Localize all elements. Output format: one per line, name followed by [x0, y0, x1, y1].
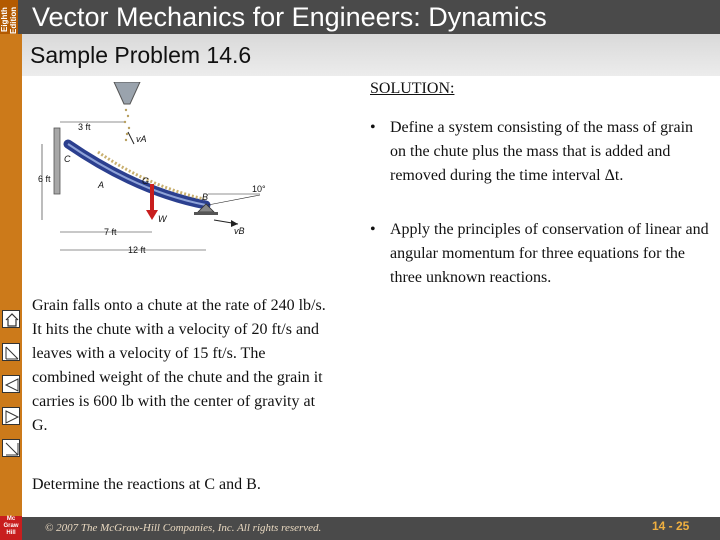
first-page-icon: [3, 344, 21, 362]
edition-badge: Eighth Edition: [0, 0, 18, 40]
problem-question: Determine the reactions at C and B.: [32, 476, 261, 493]
label-12ft: 12 ft: [128, 245, 146, 255]
solution-bullet-text: Apply the principles of conservation of linear and angular momentum for three equations for the three unknown reactions.: [390, 221, 709, 286]
solution-bullet-text: Define a system consisting of the mass of grain on the chute plus the mass that is added and removed during the time interval Δt.: [390, 119, 694, 184]
next-page-button[interactable]: [2, 407, 20, 425]
previous-page-button[interactable]: [2, 375, 20, 393]
solution-bullet-2: • Apply the principles of conservation of linear and angular momentum for three equations for the three unknown reactions.: [370, 218, 710, 290]
next-page-icon: [3, 408, 21, 426]
home-button[interactable]: [2, 310, 20, 328]
label-a: A: [98, 180, 105, 190]
copyright-text: © 2007 The McGraw-Hill Companies, Inc. All rights reserved.: [45, 522, 322, 534]
va-arrow: [128, 132, 134, 144]
sidebar: [0, 34, 22, 540]
slide-subtitle: Sample Problem 14.6: [30, 42, 252, 68]
first-page-button[interactable]: [2, 343, 20, 361]
previous-page-icon: [3, 376, 21, 394]
label-b: B: [202, 192, 209, 202]
label-7ft: 7 ft: [104, 227, 117, 237]
solution-heading: SOLUTION:: [370, 80, 455, 97]
label-g: G: [142, 176, 150, 186]
label-w: W: [158, 214, 167, 224]
last-page-button[interactable]: [2, 439, 20, 457]
page-number: 14 - 25: [652, 519, 690, 533]
label-c: C: [64, 154, 71, 164]
label-vb: vB: [234, 226, 245, 236]
wall: [54, 128, 60, 194]
label-angle: 10°: [252, 184, 266, 194]
publisher-logo: Mc Graw Hill: [0, 516, 22, 540]
home-icon: [3, 311, 21, 329]
label-3ft: 3 ft: [78, 122, 91, 132]
hopper: [114, 82, 140, 104]
solution-bullet-1: • Define a system consisting of the mass of grain on the chute plus the mass that is added and removed during the time interval Δt.: [370, 116, 710, 188]
last-page-icon: [3, 440, 21, 458]
page-title: Vector Mechanics for Engineers: Dynamics: [32, 2, 547, 32]
label-va: vA: [136, 134, 147, 144]
problem-statement: Grain falls onto a chute at the rate of 240 lb/s. It hits the chute with a velocity of 20 ft/s and leaves with a velocity of 15 ft/s. The combined weight of the chute and the grain it carries is 600 lb with the center of gravity at G.: [32, 297, 326, 434]
chute-diagram: [28, 82, 288, 272]
falling-grain: [124, 109, 130, 141]
label-6ft: 6 ft: [38, 174, 51, 184]
